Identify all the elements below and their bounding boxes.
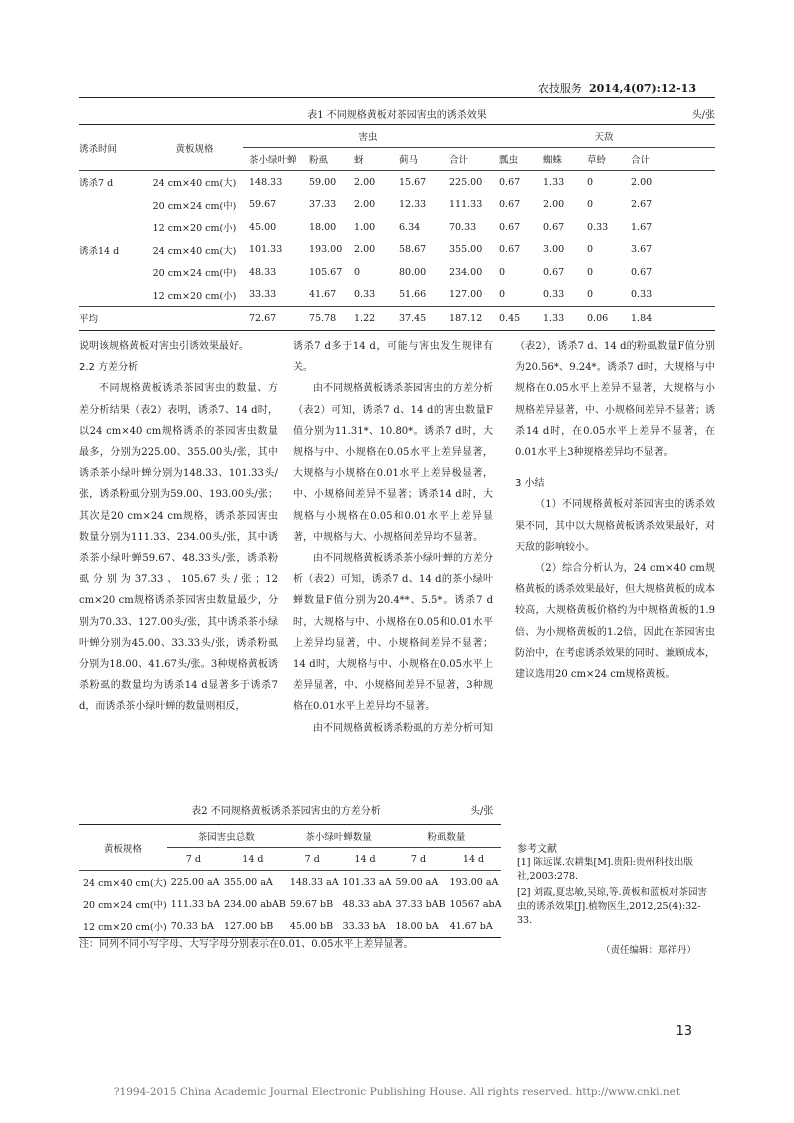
paragraph: 不同规格黄板诱杀茶园害虫的数量、方差分析结果（表2）表明，诱杀7、14 d时，以24 cm×40 cm规格诱杀的茶园害虫数量最多，分别为225.00、355.00头/张，其中诱杀茶小绿叶蝉分别为148.33、101.33头/张，诱杀粉虱分别为59.00、193.00头/张；其次是20 cm×24 cm规格，诱杀茶园害虫数量分别为111.33、234.00头/张，其中诱杀茶小绿叶蝉59.67、48.33头/张，诱杀粉虱分别为37.33、105.67头/张；12 cm×20 cm规格诱杀茶园害虫数量最少，分别为70.33、127.00头/张，其中诱杀茶小绿叶蝉分别为45.00、33.33头/张，诱杀粉虱分别为18.00、41.67头/张。3种规格黄板诱杀粉虱的数量均为诱杀14 d显著多于诱杀7 d，而诱杀茶小绿叶蝉的数量则相反， (79, 383, 278, 713)
table1-header-spec: 黄板规格 (175, 143, 214, 155)
table1-subheader: 粉虱 (303, 148, 348, 171)
paragraph: （1）不同规格黄板对茶园害虫的诱杀效果不同，其中以大规格黄板诱杀效果最好，对天敌的影响较小。 (515, 499, 715, 553)
paragraph: 说明该规格黄板对害虫引诱效果最好。 (79, 341, 249, 352)
table2-header-spec: 黄板规格 (103, 843, 142, 855)
table1-subheader: 茶小绿叶蝉 (243, 148, 303, 171)
paragraph: （2）综合分析认为，24 cm×40 cm规格黄板的诱杀效果最好，但大规格黄板的成本较高，大规格黄板价格约为中规格黄板的1.9倍、为小规格黄板的1.2倍，因此在茶园害虫防治中，在考虑诱杀效果的同时、兼顾成本，建议选用20 cm×24 cm规格黄板。 (515, 563, 715, 681)
table2-footnote: 注：同列不同小写字母、大写字母分别表示在0.01、0.05水平上差异显著。 (79, 939, 414, 950)
table1-subheader: 草蛉 (581, 148, 625, 171)
header-rule (79, 97, 715, 98)
reference-item: [1] 陈远谋.农耕集[M].贵阳:贵州科技出版社,2003:278. (517, 857, 693, 882)
table2-group-header: 粉虱数量 (427, 832, 466, 843)
table1-subheader: 合计 (625, 148, 715, 171)
table1-caption: 表1 不同规格黄板对茶园害虫的诱杀效果 (307, 110, 487, 121)
table1 (79, 124, 715, 331)
editor-note: （责任编辑：郑祥丹） (600, 945, 696, 956)
table-row: 24 cm×40 cm(大) 225.00 aA 355.00 aA 148.33 aA 101.33 aA 59.00 aA 193.00 aA (79, 871, 501, 894)
paragraph: 由不同规格黄板诱杀茶小绿叶蝉的方差分析（表2）可知，诱杀7 d、14 d的茶小绿叶蝉数量F值分别为20.4**、5.5*。诱杀7 d时，大规格与中、小规格在0.05和0.01水平上差异均显著，中、小规格间差异不显著；14 d时，大规格与中、小规格在0.05水平上差异显著，中、小规格间差异不显著，3种规格在0.01水平上差异均不显著。 (293, 553, 493, 713)
table-row: 12 cm×20 cm(小) 33.33 41.67 0.33 51.66 127.00 0 0.33 0 0.33 (152, 289, 653, 302)
table2-unit: 头/张 (470, 806, 494, 817)
page-number: 13 (675, 1024, 692, 1039)
section-heading: 3 小结 (515, 478, 545, 490)
table2 (79, 824, 501, 938)
table2-day-header: 7 d (391, 848, 445, 871)
text-column-2 (293, 336, 493, 794)
journal-name: 农技服务 (537, 82, 582, 95)
table1-unit: 头/张 (691, 110, 715, 121)
table2-day-header: 14 d (220, 848, 286, 871)
table1-subheader: 蜘蛛 (537, 148, 581, 171)
table-row: 诱杀7 d 24 cm×40 cm(大) 148.33 59.00 2.00 15.67 225.00 0.67 1.33 0 2.00 (79, 171, 715, 194)
table2-day-header: 14 d (446, 848, 502, 871)
table1-header-enemies: 天敌 (594, 132, 614, 143)
table-row: 20 cm×24 cm(中) 111.33 bA 234.00 abAB 59.67 bB 48.33 abA 37.33 bAB 10567 abA (83, 898, 502, 911)
table-row-average: 平均 72.67 75.78 1.22 37.45 187.12 0.45 1.33 0.06 1.84 (79, 307, 715, 331)
text-column-1 (79, 336, 278, 794)
table-row: 20 cm×24 cm(中) 59.67 37.33 2.00 12.33 111.33 0.67 2.00 0 2.67 (152, 199, 653, 212)
table1-header-pests: 害虫 (358, 132, 378, 143)
paragraph: 由不同规格黄板诱杀茶园害虫的方差分析（表2）可知，诱杀7 d、14 d的害虫数量F值分别为11.31*、10.80*。诱杀7 d时，大规格与中、小规格在0.05水平上差异显著，大规格与小规格在0.01水平上差异极显著，中、小规格间差异不显著；诱杀14 d时，大规格与小规格在0.05和0.01水平上差异显著，中规格与大、小规格间差异均不显著。 (293, 383, 493, 543)
copyright-footer: ?1994-2015 China Academic Journal Electronic Publishing House. All rights reserved. http://www.cnki.net (113, 1086, 681, 1098)
table1-subheader: 合计 (443, 148, 493, 171)
section-heading: 2.2 方差分析 (79, 362, 139, 374)
paragraph: 诱杀7 d多于14 d，可能与害虫发生规律有关。 (293, 341, 493, 374)
text-column-3 (515, 336, 715, 794)
table1-subheader: 蚜 (348, 148, 393, 171)
table2-day-header: 14 d (339, 848, 392, 871)
table-row: 12 cm×20 cm(小) 70.33 bA 127.00 bB 45.00 bB 33.33 bA 18.00 bA 41.67 bA (79, 915, 501, 938)
table1-subheader: 蓟马 (393, 148, 443, 171)
table2-group-header: 茶园害虫总数 (197, 832, 255, 843)
table1-header-time: 诱杀时间 (79, 143, 118, 155)
paragraph: 由不同规格黄板诱杀粉虱的方差分析可知 (313, 722, 493, 734)
running-header (538, 80, 696, 96)
table2-caption: 表2 不同规格黄板诱杀茶园害虫的方差分析 (191, 806, 381, 817)
table2-day-header: 7 d (167, 848, 220, 871)
reference-item: [2] 刘霞,夏忠敏,吴琼,等.黄板和蓝板对茶园害虫的诱杀效果[J].植物医生,2012,25(4):32-33. (517, 887, 708, 926)
issue-info: 2014,4(07):12-13 (588, 82, 696, 95)
body-text (79, 336, 715, 794)
table-row: 诱杀14 d 24 cm×40 cm(大) 101.33 193.00 2.00 58.67 355.00 0.67 3.00 0 3.67 (79, 244, 653, 257)
table-row: 20 cm×24 cm(中) 48.33 105.67 0 80.00 234.00 0 0.67 0 0.67 (152, 266, 653, 280)
table2-day-header: 7 d (286, 848, 339, 871)
table2-group-header: 茶小绿叶蝉数量 (305, 832, 372, 843)
references-title: 参考文献 (517, 844, 557, 855)
table-row: 12 cm×20 cm(小) 45.00 18.00 1.00 6.34 70.33 0.67 0.67 0.33 1.67 (152, 221, 653, 235)
paragraph: （表2），诱杀7 d、14 d的粉虱数量F值分别为20.56*、9.24*。诱杀7 d时，大规格与中规格在0.05水平上差异不显著，大规格与小规格差异显著，中、小规格间差异不显著；诱杀14 d时，在0.05水平上差异不显著，在0.01水平上3种规格差异均不显著。 (515, 341, 715, 459)
table1-subheader: 瓢虫 (493, 148, 537, 171)
